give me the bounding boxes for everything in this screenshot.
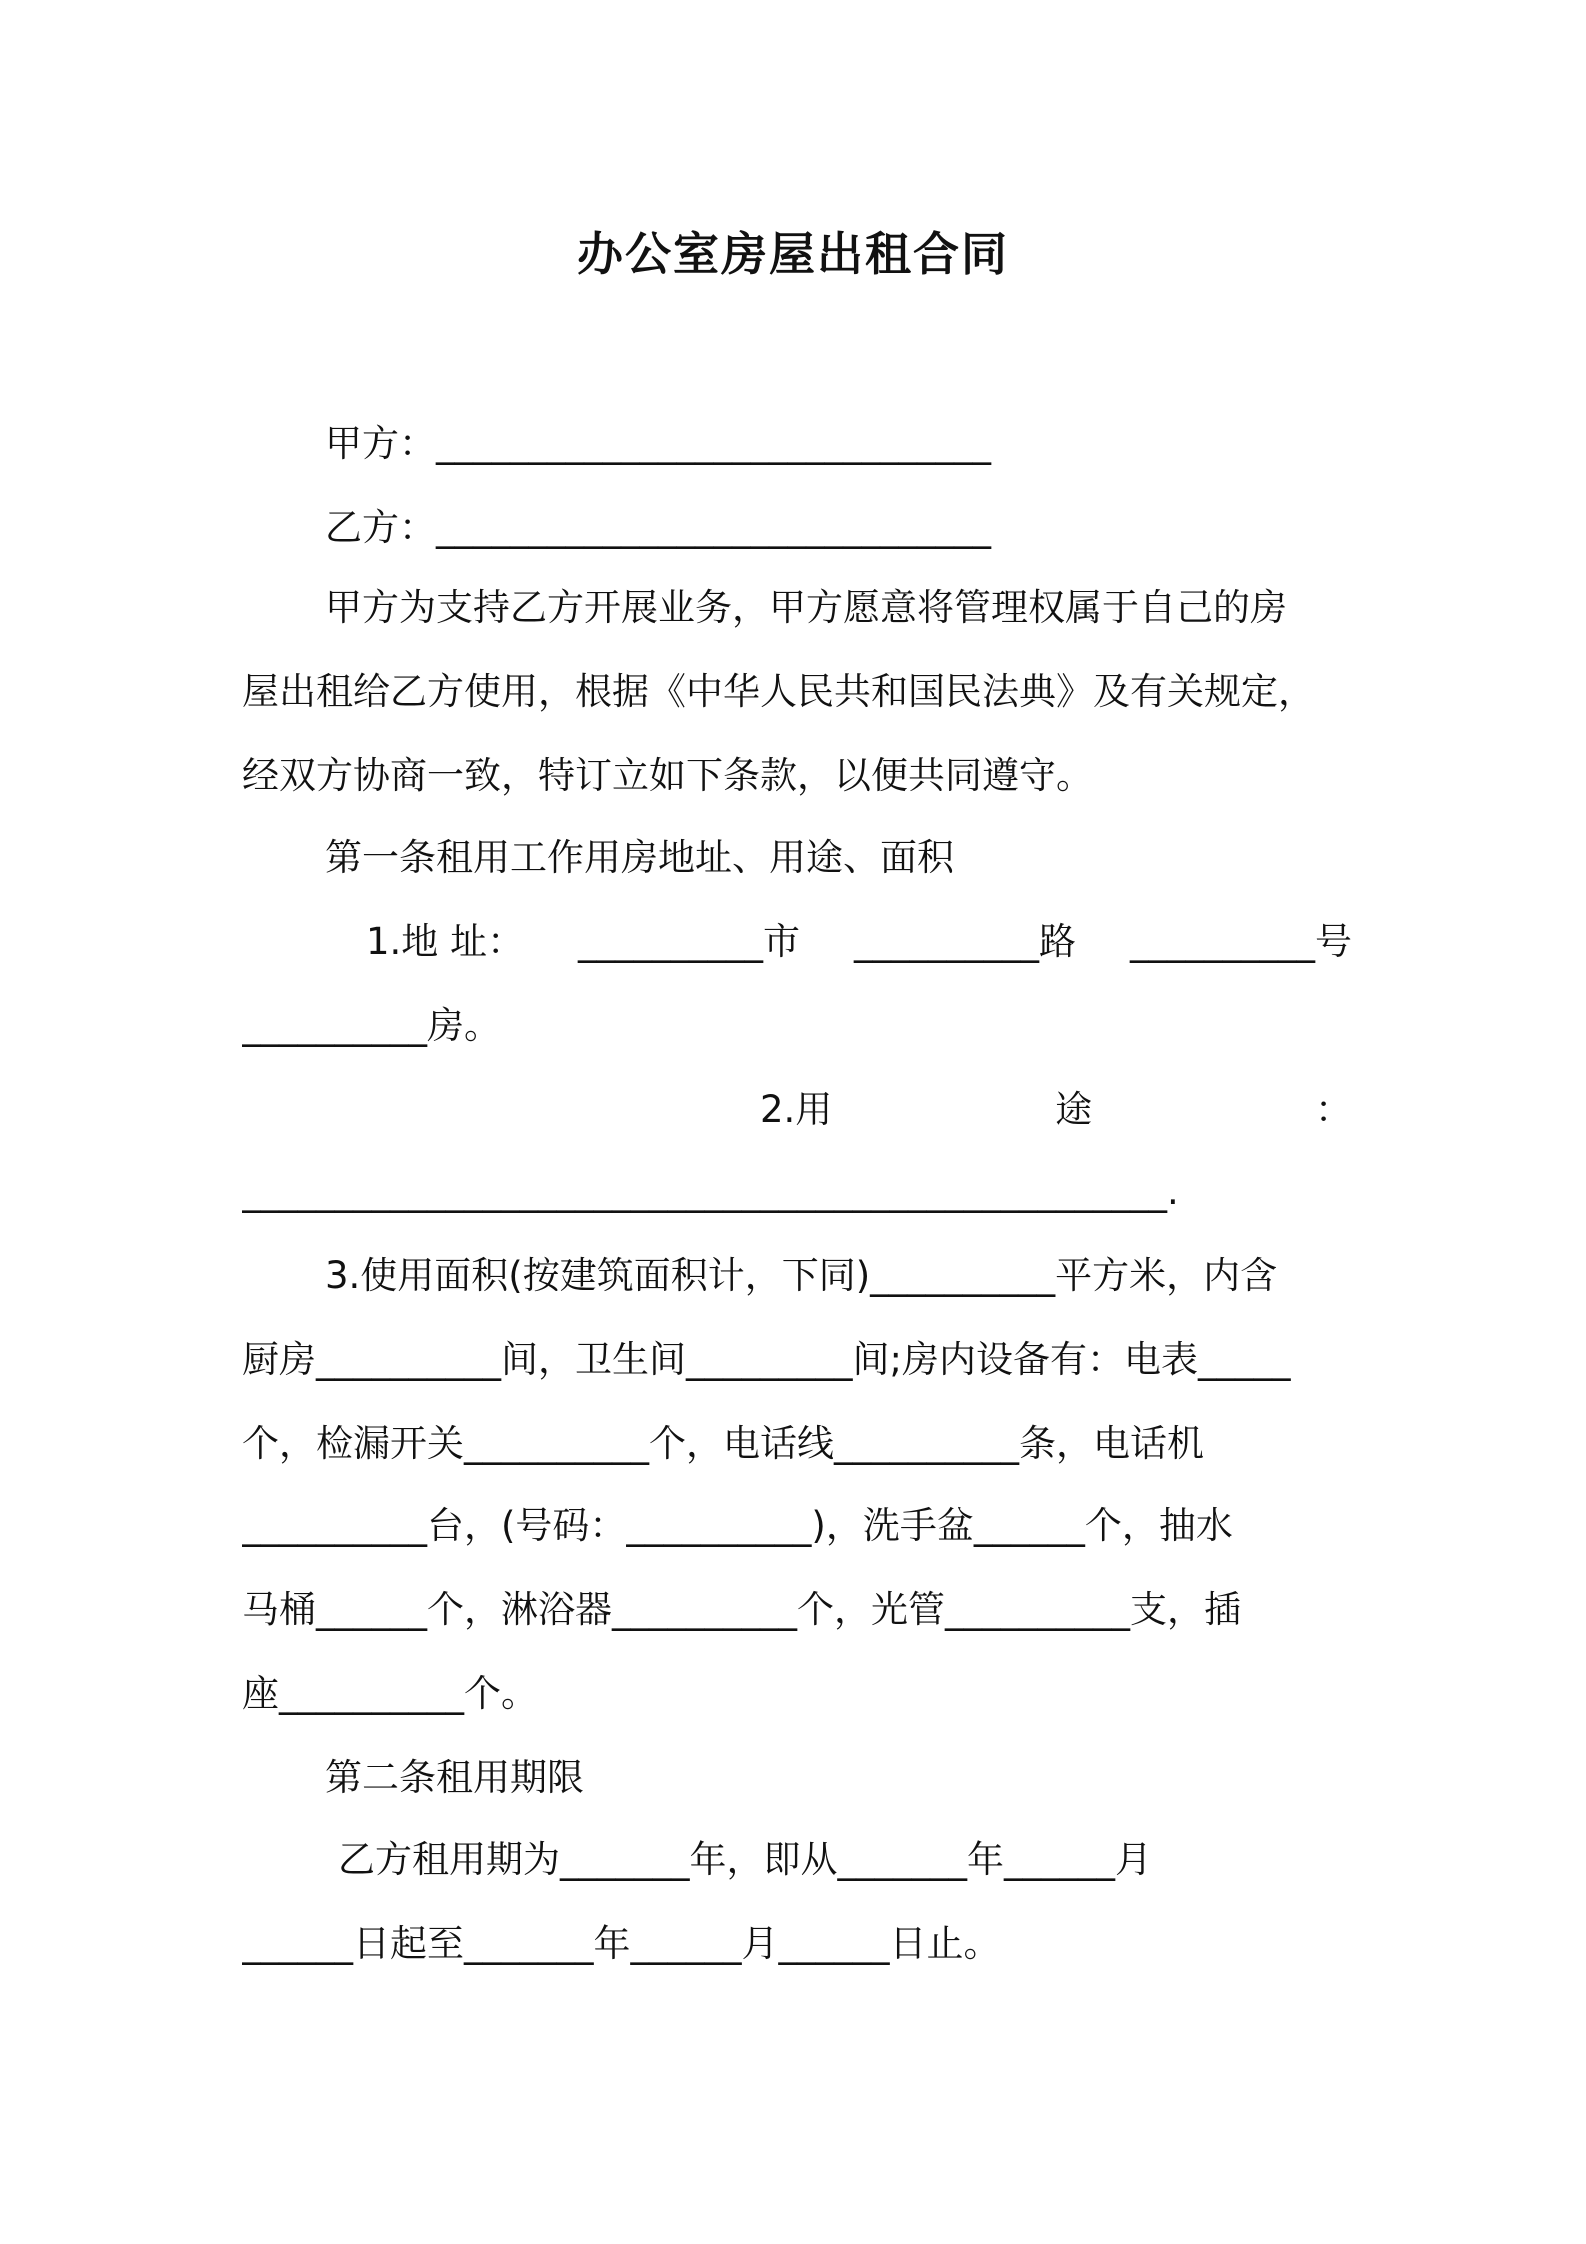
address-city: __________市 xyxy=(578,920,801,963)
use-label-colon: ： xyxy=(1315,1088,1352,1131)
intro-line-2: 屋出租给乙方使用，根据《中华人民共和国民法典》及有关规定， xyxy=(242,670,1315,713)
use-blank-line: __________________________________________________. xyxy=(242,1170,1179,1213)
area-line-6: 座__________个。 xyxy=(242,1672,538,1715)
use-label-1: 2.用 xyxy=(760,1088,833,1131)
area-line-2: 厨房__________间，卫生间_________间;房内设备有：电表_____ xyxy=(242,1338,1291,1381)
address-line xyxy=(366,916,1352,968)
area-line-5: 马桶______个，淋浴器__________个，光管__________支，插 xyxy=(242,1588,1241,1631)
area-line-3: 个，检漏开关__________个，电话线__________条，电话机 xyxy=(242,1422,1204,1465)
page-title: 办公室房屋出租合同 xyxy=(577,227,1009,281)
area-line-4: __________台，(号码：__________)，洗手盆______个，抽水 xyxy=(242,1504,1233,1547)
address-label: 1.地 址： xyxy=(366,920,525,963)
intro-line-1: 甲方为支持乙方开展业务，甲方愿意将管理权属于自己的房 xyxy=(325,586,1287,629)
term-line-1: 乙方租用期为_______年，即从_______年______月 xyxy=(338,1838,1152,1881)
article-2-heading: 第二条租用期限 xyxy=(325,1756,584,1799)
party-b-line: 乙方：______________________________ xyxy=(325,506,991,549)
party-a-line: 甲方：______________________________ xyxy=(325,422,991,465)
use-line xyxy=(760,1084,1352,1136)
area-line-1: 3.使用面积(按建筑面积计，下同)__________平方米，内含 xyxy=(325,1254,1278,1297)
intro-line-3: 经双方协商一致，特订立如下条款，以便共同遵守。 xyxy=(242,754,1093,797)
article-1-heading: 第一条租用工作用房地址、用途、面积 xyxy=(325,836,954,879)
address-number: __________号 xyxy=(1129,920,1352,963)
address-continuation: __________房。 xyxy=(242,1004,501,1047)
term-line-2: ______日起至_______年______月______日止。 xyxy=(242,1922,1001,1965)
address-road: __________路 xyxy=(854,920,1077,963)
use-label-2: 途 xyxy=(1055,1088,1093,1131)
